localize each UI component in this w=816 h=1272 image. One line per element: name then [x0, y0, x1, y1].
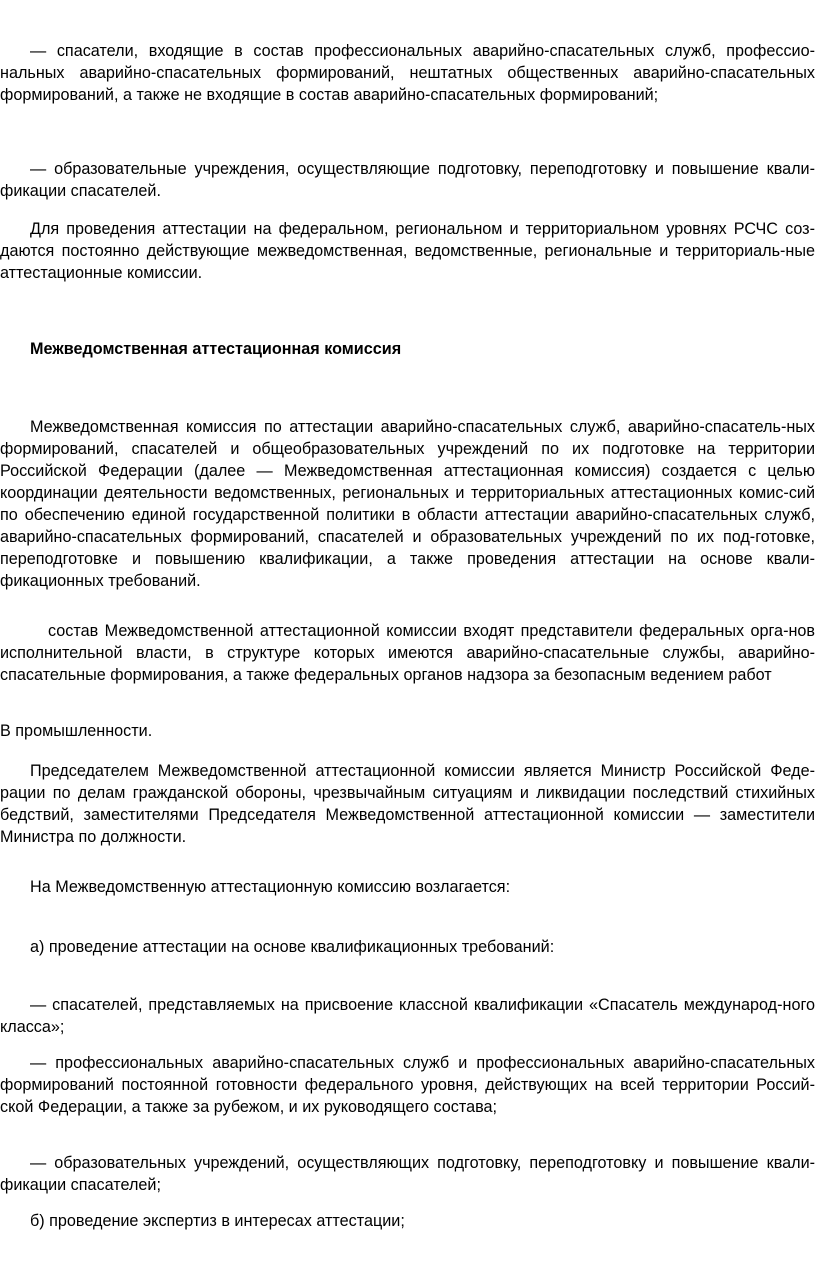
paragraph-duties-intro: На Межведомственную аттестационную комиссию возлагается:	[30, 878, 511, 896]
section-heading: Межведомственная аттестационная комиссия	[30, 340, 402, 358]
paragraph-duty-b: б) проведение экспертиз в интересах аттестации;	[30, 1212, 405, 1230]
paragraph-rescuers-categories: — спасатели, входящие в состав профессиональных аварийно-спасательных служб, профессио-нальных аварийно-спасательных формирований, нештатных общественных аварийно-спасательных формирований, а также не входящие в состав аварийно-спасательных формирований;	[0, 42, 815, 104]
paragraph-commission-purpose: Межведомственная комиссия по аттестации аварийно-спасательных служб, аварийно-спасатель-ных формирований, спасателей и общеобразовательных учреждений по их подготовке на территории Российской Федерации (далее — Межведомственная аттестационная комиссия) создается с целью координации деятельности ведомственных, региональных и территориальных аттестационных комис-сий по обеспечению единой государственной политики в области аттестации аварийно-спасательных служб, аварийно-спасательных формирований, спасателей и образовательных учреждений по их под-готовке, переподготовке и повышению квалификации, а также проведения аттестации на основе квали-фикационных требований.	[0, 418, 815, 590]
paragraph-educational-institutions: — образовательные учреждения, осуществляющие подготовку, переподготовку и повышение квали-фикации спасателей.	[0, 160, 815, 200]
paragraph-professional-services: — профессиональных аварийно-спасательных служб и профессиональных аварийно-спасательных формирований постоянной готовности федерального уровня, действующих на всей территории Россий-ской Федерации, а также за рубежом, и их руководящего состава;	[0, 1054, 815, 1116]
paragraph-industry: В промышленности.	[0, 722, 153, 740]
paragraph-training-institutions: — образовательных учреждений, осуществляющих подготовку, переподготовку и повышение квали-фикации спасателей;	[0, 1154, 815, 1194]
paragraph-chairman: Председателем Межведомственной аттестационной комиссии является Министр Российской Феде-рации по делам гражданской обороны, чрезвычайным ситуациям и ликвидации последствий стихийных бедствий, заместителями Председателя Межведомственной аттестационной комиссии — заместители Министра по должности.	[0, 762, 815, 846]
paragraph-commission-members: состав Межведомственной аттестационной комиссии входят представители федеральных орга-нов исполнительной власти, в структуре которых имеются аварийно-спасательные службы, аварийно-спасательные формирования, а также федеральных органов надзора за безопасным ведением работ	[0, 622, 815, 684]
paragraph-attestation-commissions: Для проведения аттестации на федеральном, региональном и территориальном уровнях РСЧС соз-даются постоянно действующие межведомственная, ведомственные, региональные и территориаль-ные аттестационные комиссии.	[0, 220, 815, 282]
paragraph-duty-a: а) проведение аттестации на основе квалификационных требований:	[30, 938, 555, 956]
paragraph-international-rescuers: — спасателей, представляемых на присвоение классной квалификации «Спасатель международ-ного класса»;	[0, 996, 815, 1036]
